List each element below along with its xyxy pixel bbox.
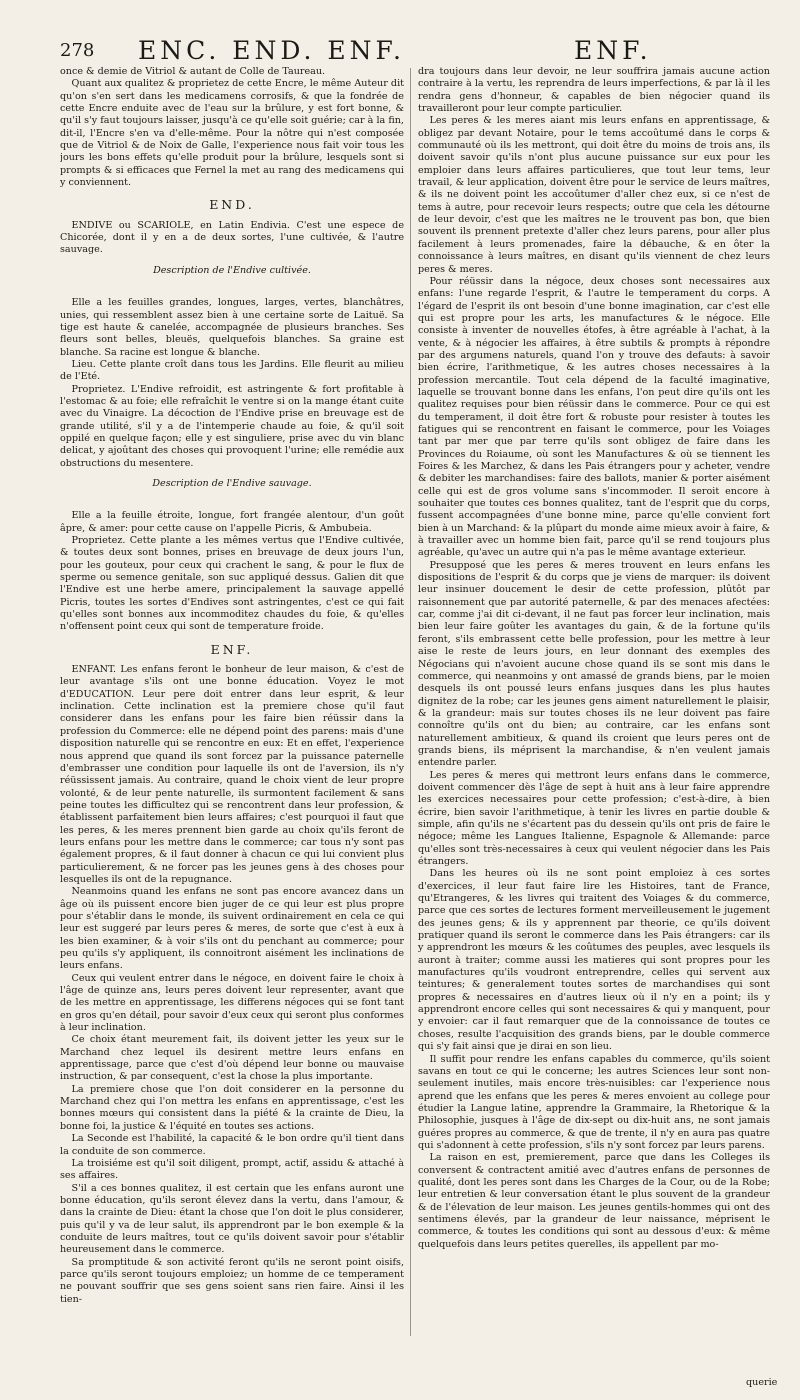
enfant-paragraph-6: La Seconde est l'habilité, la capacité & le bon ordre qu'il tient dans la conduite de son commerce. bbox=[60, 1133, 404, 1157]
endive-lieu: Lieu. Cette plante croît dans tous les Jardins. Elle fleurit au milieu de l'Eté. bbox=[60, 358, 404, 383]
endive-sauvage-proprietez: Proprietez. Cette plante a les mêmes vertus que l'Endive cultivée, & toutes deux sont bonnes, prises en breuvage de deux jours l'un, pour les gouteux, pour ceux qui crachent le sang, & pour le flux de sperme ou semence genitale, son suc appliqué dessus. Galien dit que l'Endive est une herbe amere, principalement la sauvage appellé Picris, toutes les sortes d'Endives sont astringentes, c'est ce qui fait qu'elles sont bonnes aux incommoditez chaudes du foie, & qu'elles n'offensent point ceux qui sont de temperature froide. bbox=[60, 535, 404, 633]
right-paragraph-7: Il suffit pour rendre les enfans capables du commerce, qu'ils soient savans en tout ce qui le concerne; les autres Sciences leur sont non-seulement inutiles, mais encore très-nuisibles: car l'experience nous aprend que les enfans que les peres & meres envoient au college pour étudier la Langue latine, apprendre la Grammaire, la Rhetorique & la Philosophie, jusques à l'âge de dix-sept ou dix-huit ans, ne sont jamais guéres propres au commerce, & que de trente, il n'y en aura pas quatre qui s'adonnent à cette profession, s'ils n'y sont forcez par leurs parens. bbox=[418, 1053, 770, 1151]
right-continuation: dra toujours dans leur devoir, ne leur souffrira jamais aucune action contraire à la vertu, les reprendra de leurs imperfections, & par là il les rendra gens d'honneur, & capables de bien négocier quand ils travailleront pour leur compte particulier. bbox=[418, 66, 770, 115]
left-column bbox=[60, 66, 404, 1346]
section-heading-enf: ENF. bbox=[210, 641, 254, 657]
article-endive-intro: ENDIVE ou SCARIOLE, en Latin Endivia. C'est une espece de Chicorée, dont il y en a de deux sortes, l'une cultivée, & l'autre sauvage. bbox=[60, 219, 404, 256]
right-paragraph-6: Dans les heures où ils ne sont point emploiez à ces sortes d'exercices, il leur faut faire lire les Histoires, tant de France, qu'Etrangeres, & les livres qui traitent des Voiages & du commerce, parce que ces sortes de lectures forment merveilleusement le jugement des jeunes gens; & ils y apprennent par theorie, ce qu'ils doivent pratiquer quand ils seront le commerce dans les Pais étrangers: car ils y apprendront les mœurs & les coûtumes des peuples, avec lesquels ils auront à traiter; comme aussi les matieres qui sont propres pour les manufactures qu'ils voudront entreprendre, celles qui servent aux teintures; & generalement toutes sortes de marchandises qui sont propres & necessaires en d'autres lieux où il n'y en a point; ils y apprendront encore celles qui sont necessaires & qui y manquent, pour y envoier: car il faut remarquer que de la connoissance de toutes ce choses, resulte l'acquisition des grands biens, par le double commerce qui s'y fait ainsi que je dirai en son lieu. bbox=[418, 868, 770, 1053]
enfant-paragraph-7: La troisiéme est qu'il soit diligent, prompt, actif, assidu & attaché à ses affaires. bbox=[60, 1157, 404, 1182]
endive-sauvage-description: Elle a la feuille étroite, longue, fort frangée alentour, d'un goût âpre, & amer: pour cette cause on l'appelle Picris, & Ambubeia. bbox=[60, 510, 404, 534]
enfant-paragraph-3: Ceux qui veulent entrer dans le négoce, en doivent faire le choix à l'âge de quinze ans, leurs peres doivent leur representer, avant que de les mettre en apprentissage, les differens négoces qui se font tant en gros qu'en détail, pour savoir d'eux ceux qui seront plus conformes à leur inclination. bbox=[60, 972, 404, 1034]
right-column bbox=[418, 66, 770, 1346]
article-enfant-intro: ENFANT. Les enfans feront le bonheur de leur maison, & c'est de leur avantage s'ils ont une bonne éducation. Voyez le mot d'EDUCATION. Leur pere doit entrer dans leur esprit, & leur inclination. Cette inclination est la premiere chose qu'il faut considerer dans les enfans pour les faire bien réüssir dans la profession du Commerce: elle ne dépend point des parens: mais d'une disposition naturelle qui se rencontre en eux: Et en effet, l'experience nous apprend que quand ils sont forcez par la puissance paternelle d'embrasser une condition pour laquelle ils ont de l'aversion, ils n'y réüssissent jamais. Au contraire, quand le choix vient de leur propre volonté, & de leur pente naturelle, ils surmontent facilement & sans peine toutes les difficultez qui se rencontrent dans leur profession, & établissent parfaitement bien leurs affaires; c'est pourquoi il faut que les peres, & les meres prennent bien garde au choix qu'ils feront de leurs enfans pour les mettre dans le commerce; car tous n'y sont pas également propres, & il faut donner à chacun ce qui lui convient plus particulierement, & ne forcer pas les jeunes gens à des choses pour lesquelles ils ont de la repugnance. bbox=[60, 664, 404, 885]
encre-properties: Quant aux qualitez & proprietez de cette Encre, le même Auteur dit qu'on s'en sert dans les medicamens corrosifs, & que la fondrée de cette Encre enduite avec de l'eau sur la brûlure, y est fort bonne, & qu'il s'y faut toujours laisser, jusqu'à ce qu'elle soit guérie; car à la fin, dit-il, l'Encre s'en va d'elle-même. Pour la nôtre qui n'est composée que de Vitriol & de Noix de Galle, l'experience nous fait voir tous les jours les bons effets qu'elle produit pour la brûlure, lesquels sont si prompts & si efficaces que Fernel la met au rang des medicamens qui y conviennent. bbox=[60, 78, 404, 189]
right-paragraph-4: Presupposé que les peres & meres trouvent en leurs enfans les dispositions de l'esprit & du corps que je viens de marquer: ils doivent leur insinuer doucement le desir de cette profession, plûtôt par raisonnement que par autorité paternelle, & par des menaces afectées: car, comme j'ai dit ci-devant, il ne faut pas forcer leur inclination, mais bien leur faire goûter les avantages du gain, & de la fortune qu'ils feront, s'ils embrassent cette belle profession, pour les mettre à leur aise le reste de leurs jours, en leur donnant des exemples des Négocians qui n'avoient aucune chose quand ils se sont mis dans le commerce, qui neanmoins y ont amassé de grands biens, par le moien desquels ils ont poussé leurs enfans jusques dans les plus hautes dignitez de la robe; car les jeunes gens aiment naturellement le plaisir, & la grandeur: mais sur toutes choses ils ne leur doivent pas faire connoître qu'ils ont du bien; au contraire, car les enfans sont naturellement ambitieux, & quand ils croient que leurs peres ont de grands biens, ils méprisent la marchandise, & n'en veulent jamais entendre parler. bbox=[418, 559, 770, 769]
running-head-left: ENC. END. ENF. bbox=[138, 36, 405, 65]
enfant-paragraph-8: S'il a ces bonnes qualitez, il est certain que les enfans auront une bonne éducation, qu'ils seront élevez dans la vertu, dans l'amour, & dans la crainte de Dieu: étant la chose que l'on doit le plus considerer, puis qu'il y va de leur salut, ils apprendront par le bon exemple & la conduite de leurs maîtres, tout ce qu'ils doivent savoir pour s'établir heureusement dans le commerce. bbox=[60, 1182, 404, 1256]
page-header bbox=[0, 36, 800, 68]
section-heading-end: END. bbox=[209, 197, 255, 213]
subheading-endive-cultivee: Description de l'Endive cultivée. bbox=[153, 264, 311, 276]
subheading-endive-sauvage: Description de l'Endive sauvage. bbox=[152, 477, 312, 489]
enfant-paragraph-9: Sa promptitude & son activité feront qu'ils ne seront point oisifs, parce qu'ils seront toujours emploiez; un homme de ce temperament ne pouvant souffrir que ses gens soient sans rien faire. Ainsi il les tien- bbox=[60, 1256, 404, 1305]
encre-continuation: once & demie de Vitriol & autant de Colle de Taureau. bbox=[60, 66, 326, 77]
right-paragraph-5: Les peres & meres qui mettront leurs enfans dans le commerce, doivent commencer dès l'âge de sept à huit ans à leur faire apprendre les exercices necessaires pour cette profession; c'est-à-dire, à bien écrire, bien savoir l'arithmetique, à tenir les livres en partie double & simple, afin qu'ils ne s'écartent pas du dessein qu'ils ont pris de faire le négoce; même les Langues Italienne, Espagnole & Allemande: parce qu'elles sont très-necessaires à ceux qui veulent négocier dans les Pais étrangers. bbox=[418, 769, 770, 867]
enfant-paragraph-2: Neanmoins quand les enfans ne sont pas encore avancez dans un âge où ils puissent encore bien juger de ce qui leur est plus propre pour s'établir dans le monde, ils suivent ordinairement en cela ce qui leur est suggeré par leurs peres & meres, de sorte que c'est à eux à les bien examiner, & à voir s'ils ont du penchant au commerce; pour peu qu'ils s'y appliquent, ils connoitront aisément les inclinations de leurs enfans. bbox=[60, 886, 404, 972]
endive-proprietez: Proprietez. L'Endive refroidit, est astringente & fort profitable à l'estomac & au foie; elle refraîchit le ventre si on la mange étant cuite avec du Vinaigre. La décoction de l'Endive prise en breuvage est de grande utilité, s'il y a de l'intemperie chaude au foie, & qu'il soit oppilé en quelque façon; elle y est singuliere, prise avec du vin blanc delicat, y ajoûtant des choses qui provoquent l'urine; elle remédie aux obstructions du mesentere. bbox=[60, 383, 404, 469]
page-number: 278 bbox=[60, 40, 95, 61]
catchword: querie bbox=[746, 1377, 778, 1388]
enfant-paragraph-5: La premiere chose que l'on doit considerer en la personne du Marchand chez qui l'on mettra les enfans en apprentissage, c'est les bonnes mœurs qui consistent dans la piété & la crainte de Dieu, la bonne foi, la justice & l'équité en toutes ses actions. bbox=[60, 1083, 404, 1132]
right-paragraph-2: Les peres & les meres aiant mis leurs enfans en apprentissage, & obligez par devant Notaire, pour le tems accoûtumé dans le corps & communauté où ils les mettront, qui doit être du moins de trois ans, ils doivent savoir qu'ils n'ont plus aucune puissance sur eux pour les emploier dans leurs affaires particulieres, que tout leur tems, leur travail, & leur application, doivent être pour le service de leurs maîtres, & ils ne doivent point les accoûtumer d'aller chez eux, si ce n'est de tems à autre, pour recevoir leurs respects; outre que cela les détourne de leur devoir, c'est que les maîtres ne le trouvent pas bon, que bien souvent ils prennent pretexte d'aller chez leurs parens, pour aller plus facilement à leurs promenades, faire la débauche, & en ôter la connoissance à leurs maîtres, en disant qu'ils viennent de chez leurs peres & meres. bbox=[418, 115, 770, 275]
endive-description: Elle a les feuilles grandes, longues, larges, vertes, blanchâtres, unies, qui ressemblent assez bien à une certaine sorte de Laituë. Sa tige est haute & canelée, accompagnée de plusieurs branches. Ses fleurs sont belles, bleuës, quelquefois blanches. Sa graine est blanche. Sa racine est longue & blanche. bbox=[60, 297, 404, 358]
enfant-paragraph-4: Ce choix étant meurement fait, ils doivent jetter les yeux sur le Marchand chez lequel ils desirent mettre leurs enfans en apprentissage, parce que c'est d'où dépend leur bonne ou mauvaise instruction, & par consequent, c'est la chose la plus importante. bbox=[60, 1034, 404, 1083]
column-divider bbox=[410, 68, 411, 1336]
running-head-right: ENF. bbox=[574, 36, 652, 65]
right-paragraph-3: Pour réüssir dans la négoce, deux choses sont necessaires aux enfans: l'une regarde l'esprit, & l'autre le temperament du corps. A l'égard de l'esprit ils ont besoin d'une bonne imagination, car c'est elle qui est propre pour les arts, les manufactures & le négoce. Elle consiste à inventer de nouvelles étofes, à être agréable à l'achat, à la vente, & à négocier les affaires, à être subtils & prompts à répondre par des argumens naturels, quand l'on y trouve des defauts: à savoir bien écrire, l'arithmetique, & les autres choses necessaires à la profession mercantile. Tout cela dépend de la faculté imaginative, laquelle se trouvant bonne dans les enfans, l'on peut dire qu'ils ont les qualitez requises pour bien réüssir dans le commerce. Pour ce qui est du temperament, il doit être fort & robuste pour resister à toutes les fatigues qui se rencontrent en faisant le commerce, pour les Voiages tant par mer que par terre qu'ils sont obligez de faire dans les Provinces du Roiaume, où sont les Manufactures & où se tiennent les Foires & les Marchez, & dans les Pais étrangers pour y acheter, vendre & debiter les marchandises: faire des ballots, manier & porter aisément celle qui est de gros volume sans s'incommoder. Il seroit encore à souhaiter que toutes ces bonnes qualitez, tant de l'esprit que du corps, fussent accompagnées d'une bonne mine, parce qu'elle convient fort bien à un Marchand: & la plûpart du monde aime mieux avoir à faire, & à travailler avec un homme bien fait, parce qu'il se rend toujours plus agréable, qu'avec un autre qui n'a pas le même avantage exterieur. bbox=[418, 275, 770, 559]
right-paragraph-8: La raison en est, premierement, parce que dans les Colleges ils conversent & contractent amitié avec d'autres enfans de personnes de qualité, dont les peres sont dans les Charges de la Cour, ou de la Robe; leur entretien & leur conversation étant le plus souvent de la grandeur & de l'élevation de leur maison. Les jeunes gentils-hommes qui ont des sentimens élevés, par la grandeur de leur naissance, méprisent le commerce, & toutes les conditions qui sont au dessous d'eux: & même quelquefois dans leurs petites querelles, ils appellent par mo- bbox=[418, 1152, 770, 1250]
